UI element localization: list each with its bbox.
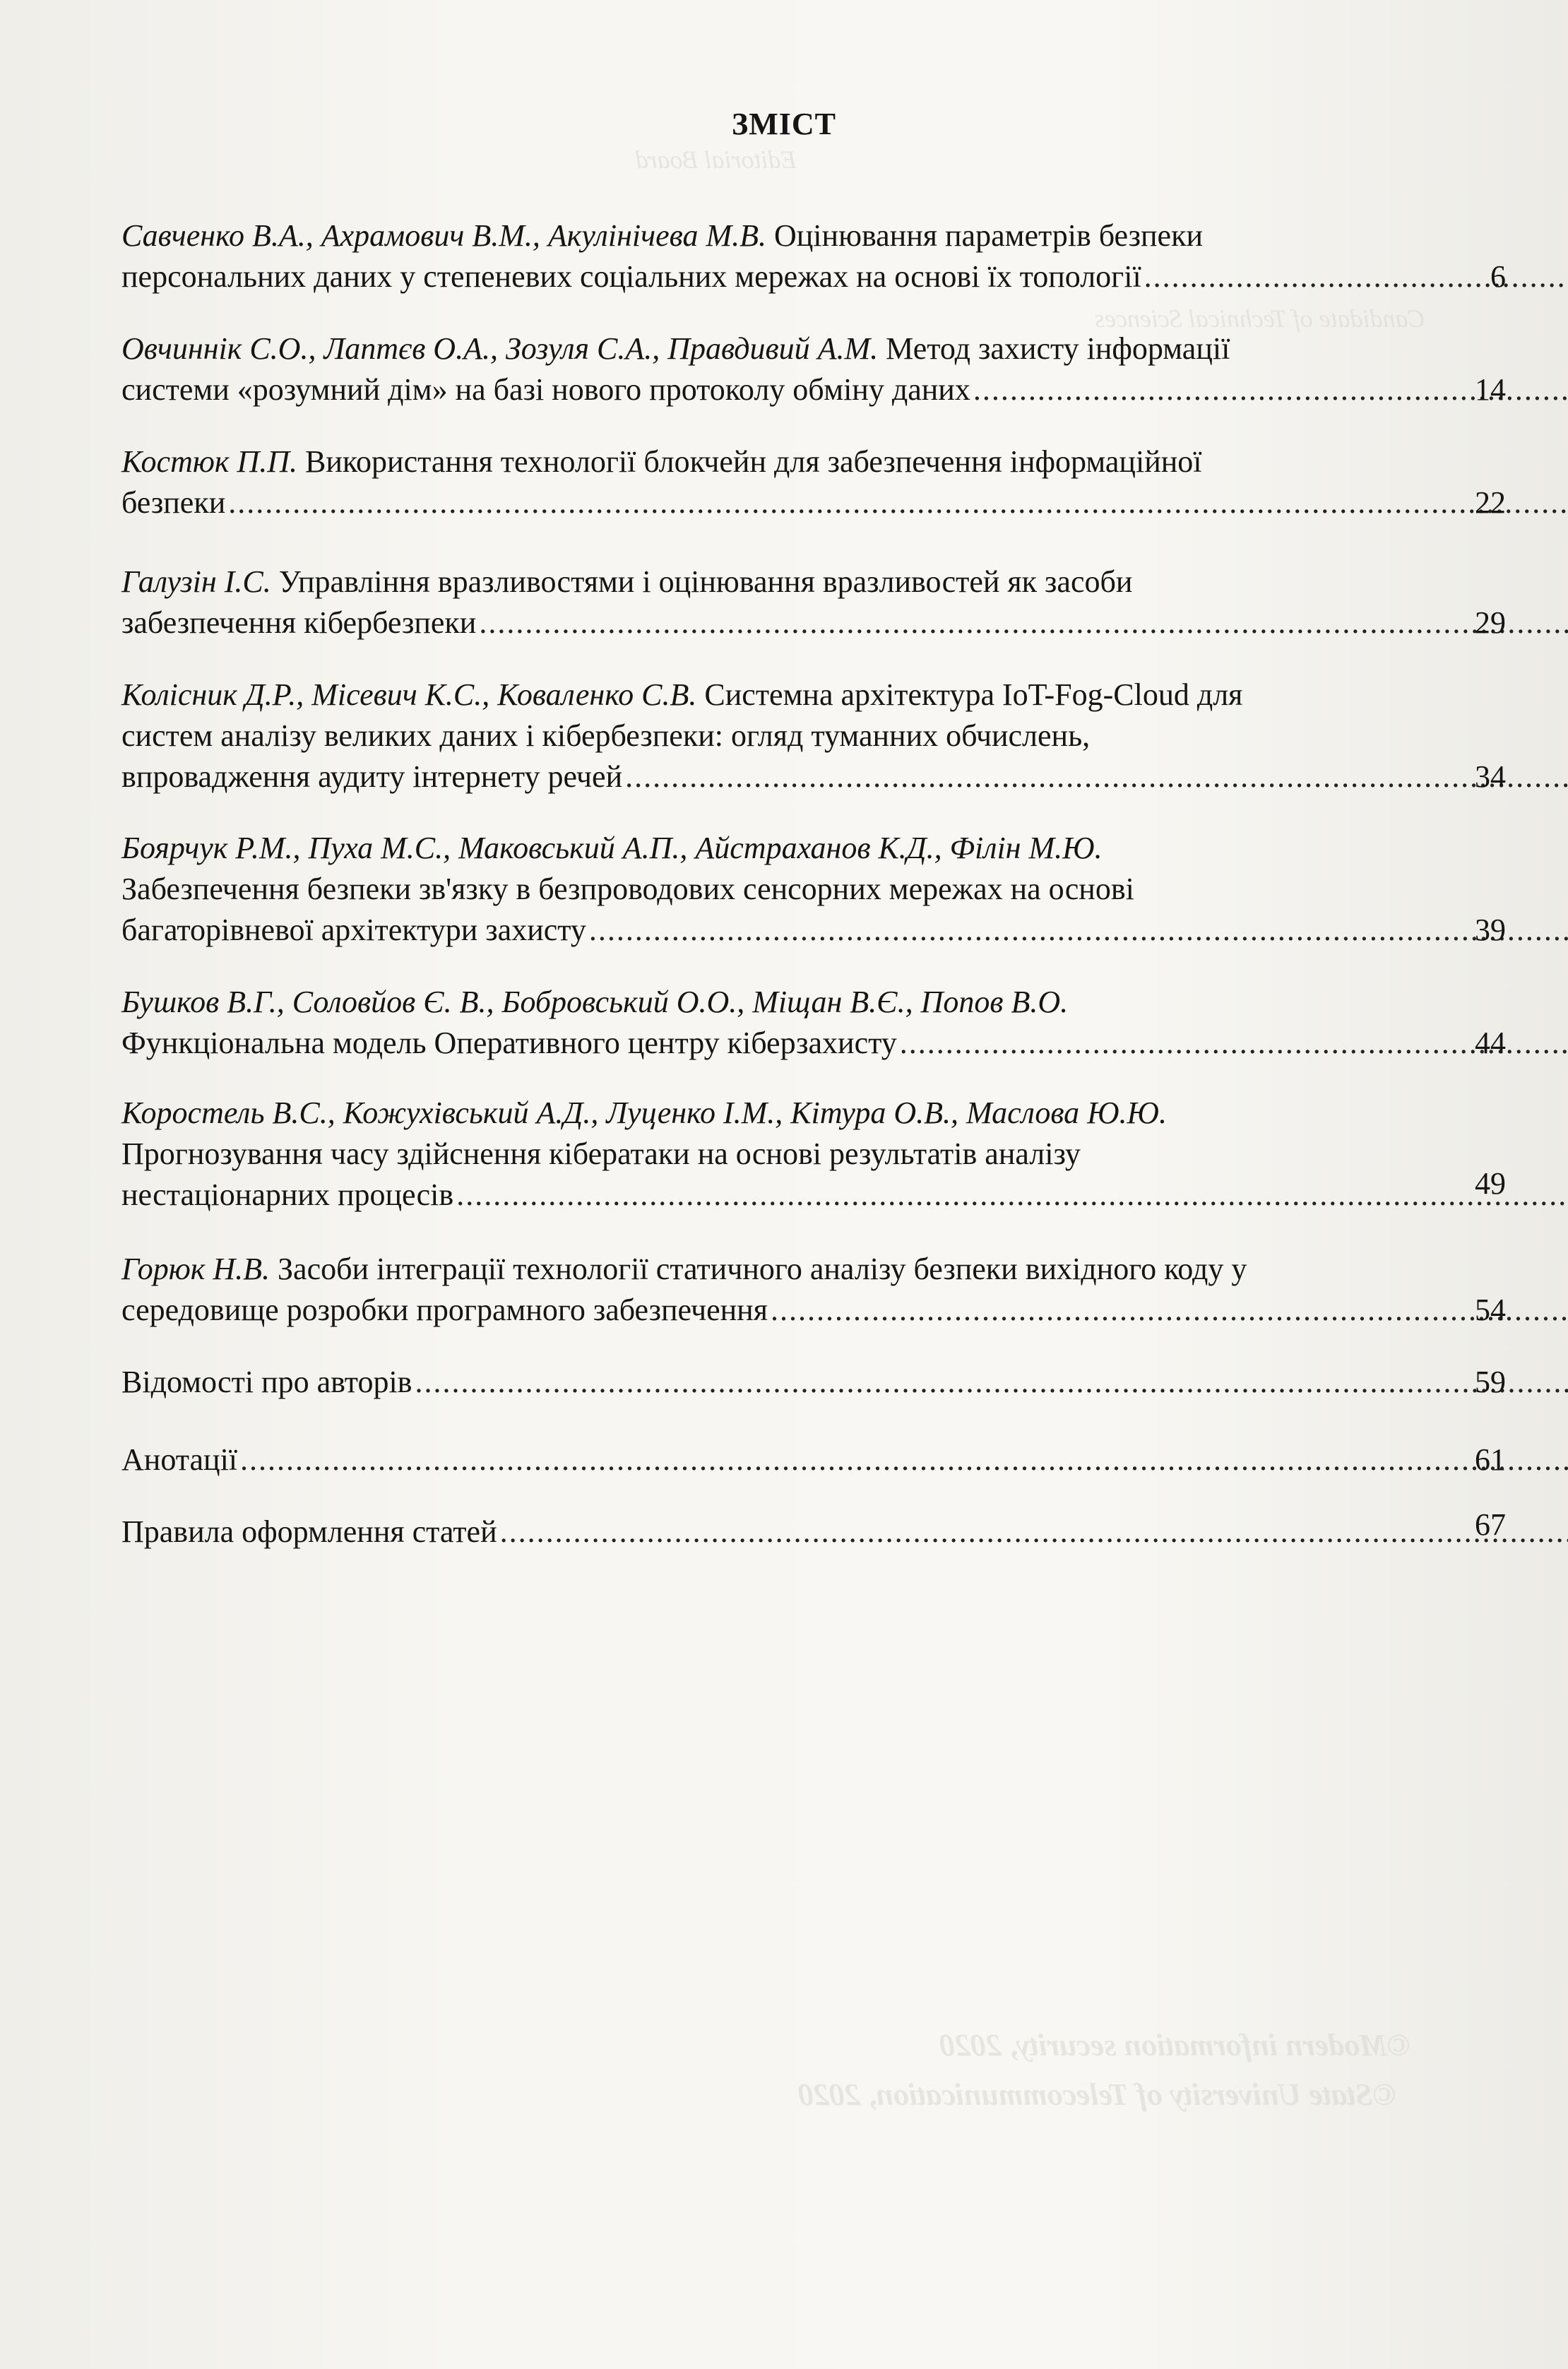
entry-title: Відомості про авторів [121,1365,412,1399]
entry-authors: Савченко В.А., Ахрамович В.М., Акулінічева М.В. [121,218,766,253]
toc-entry[interactable] [121,1249,1506,1331]
toc-entry[interactable] [121,1093,1506,1216]
bleed-through-decoration: Candidate of Technical Sciences [1095,304,1425,333]
toc-entry[interactable] [121,828,1506,951]
entry-title-continued: безпеки [121,485,226,520]
page-number: 6 [1490,259,1506,294]
page-number: 34 [1475,759,1506,794]
entry-authors: Колісник Д.Р., Місевич К.С., Коваленко С.В. [121,677,697,712]
entry-title-continued: забезпечення кібербезпеки [121,605,477,640]
entry-title-continued: нестаціонарних процесів [121,1177,454,1212]
bleed-through-decoration: ©Modern information security, 2020 [939,2028,1410,2062]
toc-entry[interactable] [121,675,1506,797]
page-number: 49 [1475,1166,1506,1201]
page-title: ЗМІСТ [732,107,836,141]
entry-authors: Коростель В.С., Кожухівський А.Д., Луценко І.М., Кітура О.В., Маслова Ю.Ю. [121,1096,1167,1130]
dot-leader [415,1365,1568,1399]
entry-title-continued: середовище розробки програмного забезпечення [121,1293,768,1327]
entry-title: Метод захисту інформації [886,331,1230,366]
page-number: 67 [1475,1507,1506,1542]
bleed-through-decoration: ©State University of Telecommunication, 2020 [798,2077,1396,2112]
entry-authors: Боярчук Р.М., Пуха М.С., Маковський А.П., Айстраханов К.Д., Філін М.Ю. [121,831,1103,865]
toc-entry[interactable] [121,215,1506,297]
dot-leader [500,1514,1568,1549]
entry-title: Засоби інтеграції технології статичного аналізу безпеки вихідного коду у [278,1252,1247,1286]
entry-title: Правила оформлення статей [121,1514,497,1549]
toc-entry[interactable] [121,1362,1506,1403]
entry-title-continued: системи «розумний дім» на базі нового протоколу обміну даних [121,372,970,407]
entry-authors: Овчиннік С.О., Лаптєв О.А., Зозуля С.А., Правдивий А.М. [121,331,879,366]
entry-authors: Галузін І.С. [121,564,271,599]
page-number: 59 [1475,1365,1506,1399]
bleed-through-decoration: Editorial Board [636,146,797,174]
page-number: 14 [1475,372,1506,407]
page-number: 22 [1475,485,1506,520]
entry-authors: Горюк Н.В. [121,1252,271,1286]
page-number: 54 [1475,1293,1506,1327]
dot-leader [240,1442,1568,1477]
toc-entry[interactable] [121,328,1506,410]
entry-title: Використання технології блокчейн для забезпечення інформаційної [305,444,1202,479]
entry-title: Анотації [121,1442,238,1477]
toc-entry[interactable] [121,1439,1506,1480]
entry-title: Забезпечення безпеки зв'язку в безпроводових сенсорних мережах на основі [121,872,1134,906]
page-number: 39 [1475,913,1506,947]
toc-entry[interactable] [121,982,1506,1064]
entry-title: Прогнозування часу здійснення кібератаки на основі результатів аналізу [121,1136,1081,1171]
entry-authors: Костюк П.П. [121,444,298,479]
dot-leader [228,485,1568,520]
entry-title: Системна архітектура IoT-Fog-Cloud для [704,677,1243,712]
entry-title: Функціональна модель Оперативного центру кіберзахисту [121,1026,897,1060]
toc-entry[interactable] [121,441,1506,523]
entry-title-continued: багаторівневої архітектури захисту [121,913,586,947]
page-number: 29 [1475,605,1506,640]
entry-authors: Бушков В.Г., Соловйов Є. В., Бобровський О.О., Міщан В.Є., Попов В.О. [121,985,1069,1019]
page-number: 44 [1475,1026,1506,1060]
entry-title: Управління вразливостями і оцінювання вразливостей як засоби [278,564,1133,599]
entry-title: Оцінювання параметрів безпеки [773,218,1204,253]
dot-leader [456,1177,1568,1212]
entry-title-continued: впровадження аудиту інтернету речей [121,759,623,794]
page-number: 61 [1475,1442,1506,1477]
dot-leader [479,605,1568,640]
entry-title-continued: систем аналізу великих даних і кібербезпеки: огляд туманних обчислень, [121,718,1091,753]
toc-entry[interactable] [121,1507,1506,1552]
entry-title-continued: персональних даних у степеневих соціальних мережах на основі їх топології [121,259,1141,294]
toc-entry[interactable] [121,562,1506,643]
